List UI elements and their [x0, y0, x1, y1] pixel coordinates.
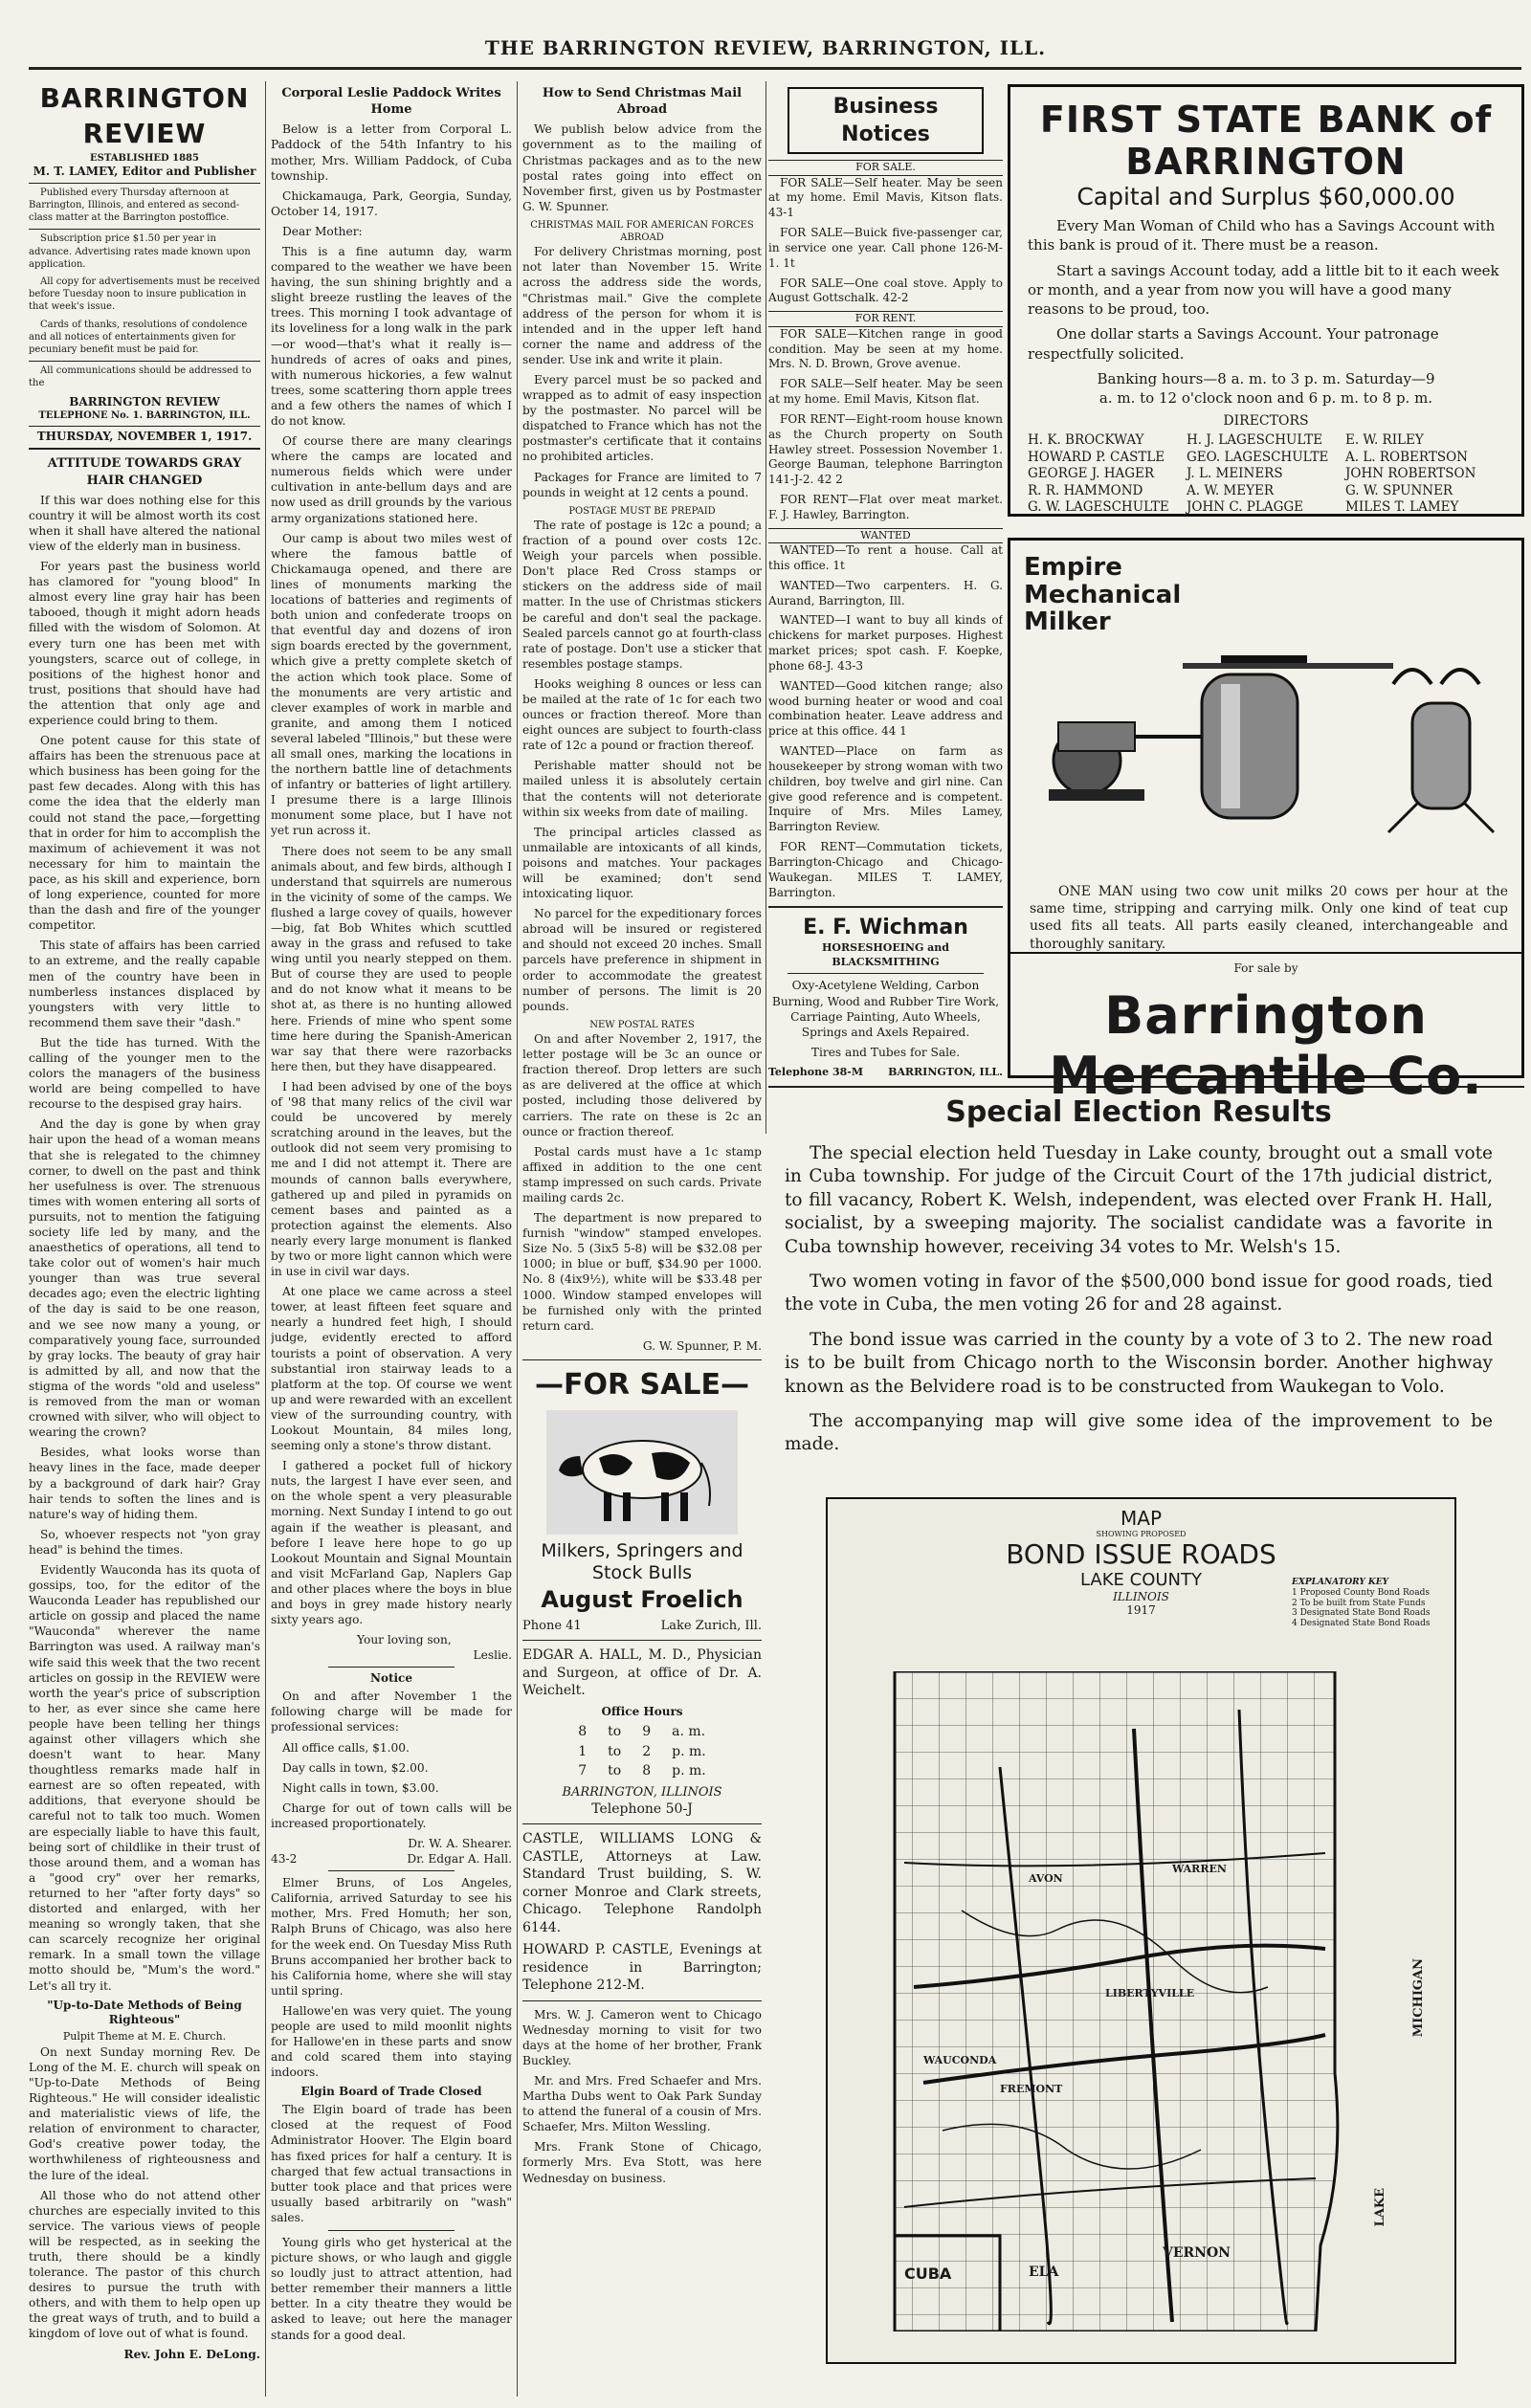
milker-seller: Barrington Mercantile Co. — [1049, 985, 1483, 1106]
map-label-town: LIBERTYVILLE — [1105, 1987, 1195, 1999]
article-paragraph: For years past the business world has clamored for "young blood" In almost every line gray hair has been tabooed, though it might adorn heads filled with the wisdom of Solomon. At every turn one has been met with youngsters, scarce out of college, in positions of the highest honor and trust, positions that should have had the attention that only age and experience could bring to them. — [29, 560, 260, 728]
board-text: The Elgin board of trade has been closed at the request of Food Administrator Hoover. The Elgin board has fixed prices for half a century. It is charged that few actual transactions in butter took place and that prices were usually based arbitrarily on "wash" sales. — [271, 2103, 512, 2224]
article-paragraph: This is a fine autumn day, warm compared to the weather we have been having, the sun shining brightly and a slight breeze rustling the leaves of the trees. This morning I took advantage of its loveliness for a long walk in the park—or wood—that's what it really is—hundreds of acres of oaks and pines, with numerous hickories, a few walnut trees, some scattering thorn apple trees and a few others the names of which I do not know. — [271, 244, 512, 428]
election-paragraph: The bond issue was carried in the county by a vote of 3 to 2. The new road is to be built from Chicago north to the Wisconsin border. Another highway known as the Belvidere road is to be constructed from Waukegan to Volo. — [785, 1329, 1493, 1397]
masthead-established: ESTABLISHED 1885 — [90, 152, 199, 164]
article-paragraph: Chickamauga, Park, Georgia, Sunday, October 14, 1917. — [271, 188, 512, 218]
article-paragraph: If this war does nothing else for this country it will be almost worth its cost when it shall have altered the national view of the elderly man in business. — [29, 493, 260, 553]
notice-item: Day calls in town, $2.00. — [282, 1760, 429, 1775]
notice-number: 43-2 — [271, 1852, 298, 1867]
director-name: E. W. RILEY — [1345, 432, 1424, 449]
notice-item: Night calls in town, $3.00. — [282, 1780, 439, 1795]
hours-title: Office Hours — [601, 1704, 683, 1718]
director-name: GEORGE J. HAGER — [1028, 466, 1155, 482]
cow-illustration — [546, 1410, 738, 1535]
forsale-place: Lake Zurich, Ill. — [660, 1619, 762, 1633]
milker-ad — [1008, 538, 1524, 1106]
directors-list — [1028, 432, 1504, 517]
classified-ad: FOR SALE—Self heater. May be seen at my home. Emil Mavis, Kitson flat. — [768, 377, 1003, 407]
bank-ad — [1008, 84, 1524, 517]
for-sale-head: FOR SALE. — [768, 160, 1003, 176]
hours-row: 1 to 2 p. m. — [578, 1743, 706, 1759]
forsale-title: —FOR SALE— — [535, 1367, 749, 1402]
column-divider — [517, 81, 518, 2397]
doctor-card: EDGAR A. HALL, M. D., Physician and Surgeon, at office of Dr. A. Weichelt. — [522, 1647, 762, 1699]
classified-ad: FOR SALE—Buick five-passenger car, in service one year. Call phone 126-M-1. 1t — [768, 226, 1003, 270]
header-rule — [29, 67, 1521, 70]
article-body — [522, 244, 762, 500]
wanted-list — [768, 543, 1003, 900]
local-news — [271, 1875, 512, 2080]
classified-ad: WANTED—Two carpenters. H. G. Aurand, Barrington, Ill. — [768, 578, 1003, 608]
classified-ad: WANTED—I want to buy all kinds of chickens for market purposes. Highest market prices; spot cash. F. Koepke, phone 68-J. 43-3 — [768, 613, 1003, 673]
hours-row: 7 to 8 p. m. — [578, 1763, 706, 1779]
local-news — [522, 2007, 762, 2186]
masthead-subscription: Subscription price $1.50 per year in advance. Advertising rates made known upon application. — [29, 233, 251, 270]
map-label-town: AVON — [1029, 1872, 1063, 1885]
article-body — [271, 122, 512, 1627]
local-paragraph: Hallowe'en was very quiet. The young people are used to mild moonlit nights for Hallowe'en in these parts and snow and cold scared them into staying indoors. — [271, 2003, 512, 2080]
masthead-name: BARRINGTON REVIEW — [39, 82, 250, 149]
director-name: G. W. LAGESCHULTE — [1028, 499, 1169, 516]
wichman-city: BARRINGTON, ILL. — [888, 1065, 1003, 1076]
bank-capital: Capital and Surplus $60,000.00 — [1076, 183, 1455, 210]
masthead-thanks-note: Cards of thanks, resolutions of condolence and all notices of entertainments given for pecuniary benefit must be paid for. — [29, 319, 248, 355]
election-title: Special Election Results — [945, 1095, 1332, 1129]
article-paragraph: Besides, what looks worse than heavy lines in the face, made deeper by a background of dark hair? Gray hair tends to soften the lines and is nature's way of hiding them. — [29, 1446, 260, 1521]
article-paragraph: Of course there are many clearings where the camps are located and numerous fields which were under cultivation in ante-bellum days and are now used as drill grounds by the various army organizations stationed here. — [271, 434, 512, 525]
for-sale-list — [768, 176, 1003, 307]
for-rent-head: FOR RENT. — [768, 311, 1003, 327]
article-paragraph: Dear Mother: — [282, 224, 363, 238]
article-paragraph: Evidently Wauconda has its quota of gossips, too, for the editor of the Wauconda Leader has republished our article on gossip and placed the name "Wauconda" wherever the name Barrington was used. A railway man's wife said this week that the two recent articles on gossip in the REVIEW were worth the year's price of subscription to her, as ever since she came here people have been telling her things against other villagers which she doesn't want to hear. Many thoughtless remarks made half in earnest are so often repeated, with additions, that everyone should be careful not to talk too much. Women are especially liable to have this fault, being sort of childlike in their trust of those around them, and a woman has a "good cry" over her remarks, returned to her "after forty days" so distorted and enlarged, with her meaning so wrongly taken, that she can scarcely recognize her original remark. In a small town the village motto should be, "Mum's the word." Let's all try it. — [29, 1562, 260, 1993]
hours-table — [566, 1721, 718, 1781]
for-rent-list — [768, 327, 1003, 523]
article-paragraph: For delivery Christmas morning, post not later than November 15. Write across the address side the words, "Christmas mail." Give the complete address of the person for whom it is intended and in the upper left hand corner the name and address of the sender. Use ink and write it plain. — [522, 245, 762, 366]
article-paragraph: Our camp is about two miles west of where the famous battle of Chickamauga opened, and there are lines of monuments marking the locations of batteries and regiments of both union and confederate troops on that eventful day and dozens of iron sign boards erected by the government, which give a pretty complete sketch of the action which took place. Some of the monuments are very artistic and clever examples of work in marble and granite, and among them I noticed several labeled "Illinois," but these were all small ones, marking the locations in the northern battle line of detachments of infantry or batteries of light artillery. I presume there is a large Illinois monument some place, but I have not yet run across it. — [271, 531, 512, 838]
map-year: 1917 — [1126, 1603, 1156, 1617]
board-title: Elgin Board of Trade Closed — [300, 2085, 482, 2099]
local-paragraph: Mr. and Mrs. Fred Schaefer and Mrs. Martha Dubs went to Oak Park Sunday to attend the funeral of a cousin of Mrs. Schaefer, Mrs. Milton Wessling. — [522, 2074, 762, 2134]
director-name: R. R. HAMMOND — [1028, 482, 1143, 498]
article-paragraph: Packages for France are limited to 7 pounds in weight at 12 cents a pound. — [522, 470, 762, 499]
masthead-office: BARRINGTON REVIEW — [69, 394, 220, 409]
letter-signature: Leslie. — [473, 1648, 512, 1663]
director-name: A. L. ROBERTSON — [1345, 449, 1468, 465]
masthead-published: Published every Thursday afternoon at Barrington, Illinois, and entered as second-class matter at the Barrington postoffice. — [29, 187, 240, 224]
election-body — [785, 1142, 1493, 1457]
masthead-copy-note: All copy for advertisements must be received before Tuesday noon to insure publication in that week's issue. — [29, 276, 260, 313]
election-article — [785, 1095, 1493, 1469]
classified-ad: FOR RENT—Commutation tickets, Barrington-Chicago and Chicago-Waukegan. MILES T. LAMEY, Barrington. — [768, 840, 1003, 899]
map-title: BOND ISSUE ROADS — [1006, 1538, 1276, 1570]
legend-item: 3 Designated State Bond Roads — [1292, 1608, 1431, 1619]
local-paragraph: Elmer Bruns, of Los Angeles, California, arrived Saturday to see his mother, Mrs. Fred Homuth; her son, Ralph Bruns of Chicago, was also here for the week end. On Tuesday Miss Ruth Bruns accompanied her brother back to his California home, where she will stay until spring. — [271, 1876, 512, 1998]
article-headline: Corporal Leslie Paddock Writes Home — [281, 86, 501, 118]
notice-items — [271, 1740, 512, 1831]
masthead-comm-note: All communications should be addressed to the — [29, 365, 252, 389]
column-divider — [265, 81, 266, 2397]
section-subhead: CHRISTMAS MAIL FOR AMERICAN FORCES ABROAD — [530, 219, 754, 244]
map-label-lake: LAKE — [1373, 2188, 1387, 2227]
sermon-paragraph: All those who do not attend other churches are especially invited to this service. The various views of people will be respected, as in seeking the truth, there should be a kindly tolerance. The pastor of this church desires to pursue the truth with others, and with them to help open up the great ways of truth, and to build a kingdom of love out of what is found. — [29, 2188, 260, 2341]
article-paragraph: And the day is gone by when gray hair upon the head of a woman means that she is relegated to the chimney corner, to dwell on the past and think her usefulness is over. The strenuous times with women entering all sorts of pursuits, not to mention the fatiguing society life led by many, and the anaesthetics of operations, all tend to take color out of women's hair much younger than was true several decades ago; even the electric lighting of the day is said to be one reason, and we see now many a young, or comparatively young face, surrounded by gray locks. The beauty of gray hair is admitted by all, and now that the stigma of the words "old and useless" is removed from the man or woman crowned with silver, who will object to wearing the crown? — [29, 1117, 260, 1440]
sermon-body — [29, 2044, 260, 2342]
classified-ad: WANTED—Good kitchen range; also wood burning heater or wood and coal combination heater. Leave address and price at this office. 44 1 — [768, 678, 1003, 739]
wichman-tires: Tires and Tubes for Sale. — [810, 1045, 961, 1059]
article-body — [522, 1031, 762, 1334]
election-paragraph: Two women voting in favor of the $500,000 bond issue for good roads, tied the vote in Cuba, the men voting 26 for and 28 against. — [785, 1271, 1493, 1315]
bank-paragraph: Every Man Woman of Child who has a Savings Account with this bank is proud of it. There must be a reason. — [1028, 217, 1496, 254]
map-area — [885, 1671, 1383, 2331]
classified-ad: FOR SALE—One coal stove. Apply to August Gottschalk. 42-2 — [768, 276, 1003, 305]
masthead-telephone: TELEPHONE No. 1. BARRINGTON, ILL. — [38, 410, 251, 422]
classified-ad: FOR SALE—Self heater. May be seen at my home. Emil Mavis, Kitson flats. 43-1 — [768, 175, 1003, 220]
article-paragraph: So, whoever respects not "yon gray head" is behind the times. — [29, 1527, 260, 1557]
article-paragraph: Every parcel must be so packed and wrapped as to admit of easy inspection by the postmaster. No parcel will be dispatched to France which has not the postmaster's certificate that it contains no prohibited articles. — [522, 373, 762, 464]
letter-closing: Your loving son, — [357, 1633, 452, 1647]
article-intro: We publish below advice from the government as to the mailing of Christmas packages and as to the new postal rates going into effect on November first, given us by Postmaster G. W. Spunner. — [522, 122, 762, 213]
article-paragraph: But the tide has turned. With the calling of the younger men to the colors the managers of the business world are being compelled to have recourse to the despised gray hairs. — [29, 1035, 260, 1112]
article-paragraph: Below is a letter from Corporal L. Paddock of the 54th Infantry to his mother, Mrs. William Paddock, of Cuba township. — [271, 122, 512, 183]
business-notices — [768, 81, 1003, 1076]
milker-illustration — [1030, 646, 1508, 837]
article-paragraph: Perishable matter should not be mailed unless it is absolutely certain that the contents will not deteriorate within six weeks from date of mailing. — [522, 759, 762, 819]
director-name: H. J. LAGESCHULTE — [1187, 432, 1323, 449]
article-paragraph: The department is now prepared to furnish "window" stamped envelopes. Size No. 5 (3ix5 5-8) will be $32.08 per 1000; in blue or buff, $34.90 per 1000. No. 8 (4ix9½), white will be $33.48 per 1000. Window stamped envelopes will be furnished only with the printed return card. — [522, 1211, 762, 1333]
issue-date: THURSDAY, NOVEMBER 1, 1917. — [36, 429, 253, 443]
forsale-seller: August Froelich — [541, 1586, 743, 1613]
map-label: MAP — [1121, 1507, 1162, 1530]
notice-text: On and after November 1 the following charge will be made for professional services: — [271, 1690, 512, 1734]
milker-title: Empire Mechanical Milker — [1024, 553, 1182, 637]
bank-paragraph: Start a savings Account today, add a little bit to it each week or month, and a year from now you will have a good many reasons to be proud, too. — [1028, 261, 1499, 318]
map-label-cuba: CUBA — [904, 2264, 952, 2283]
lawyer-card: CASTLE, WILLIAMS LONG & CASTLE, Attorneys at Law. Standard Trust building, S. W. corner Monroe and Clark streets, Chicago. Telephone Randolph 6144. — [522, 1831, 762, 1935]
sermon-signature: Rev. John E. DeLong. — [123, 2347, 260, 2361]
map-state: ILLINOIS — [1113, 1590, 1169, 1603]
notice-item: Charge for out of town calls will be increased proportionately. — [271, 1800, 512, 1830]
director-name: GEO. LAGESCHULTE — [1187, 449, 1329, 465]
doctor-city: BARRINGTON, ILLINOIS — [562, 1784, 722, 1800]
director-name: J. L. MEINERS — [1187, 466, 1283, 482]
election-paragraph: The accompanying map will give some idea of the improvement to be made. — [785, 1411, 1493, 1455]
bank-hours: Banking hours—8 a. m. to 3 p. m. Saturday—9 — [1097, 369, 1435, 387]
notice-signature-2: Dr. Edgar A. Hall. — [407, 1852, 512, 1867]
directors-head: DIRECTORS — [1223, 413, 1309, 430]
milker-text: ONE MAN using two cow unit milks 20 cows per hour at the same time, stripping and carrying milk. Only one kind of teat cup used fits all teats. All parts easily cleaned, interchangeable and thoroughly sanitary. — [1030, 884, 1508, 952]
postmaster-signature: G. W. Spunner, P. M. — [642, 1338, 762, 1353]
wichman-name: E. F. Wichman — [803, 916, 968, 940]
sermon-subtitle: Pulpit Theme at M. E. Church. — [62, 2030, 227, 2043]
wichman-services: Oxy-Acetylene Welding, Carbon Burning, Wood and Rubber Tire Work, Carriage Painting, Auto Wheels, Springs and Axels Repaired. — [771, 979, 1000, 1039]
map-label-michigan: MICHIGAN — [1411, 1958, 1426, 2038]
milker-sale-by: For sale by — [1233, 961, 1298, 975]
classified-ad: WANTED—To rent a house. Call at this office. 1t — [768, 543, 1003, 572]
column-1 — [29, 81, 260, 2397]
girls-text: Young girls who get hysterical at the picture shows, or who laugh and giggle so loudly just to attract attention, had better remember their manners a little better. In a city theatre they would be asked to leave; out here the manager stands for a good deal. — [271, 2235, 512, 2342]
legend-item: 1 Proposed County Bond Roads — [1292, 1587, 1430, 1598]
director-name: JOHN ROBERTSON — [1345, 466, 1476, 482]
wichman-trade: HORSESHOEING and BLACKSMITHING — [822, 941, 949, 968]
classified-ad: FOR RENT—Flat over meat market. F. J. Hawley, Barrington. — [768, 493, 1003, 521]
map-label-sub: SHOWING PROPOSED — [1096, 1530, 1187, 1538]
article-headline: ATTITUDE TOWARDS GRAY HAIR CHANGED — [47, 456, 242, 488]
bank-paragraph: One dollar starts a Savings Account. Your patronage respectfully solicited. — [1028, 325, 1439, 363]
hours-row: 8 to 9 a. m. — [578, 1724, 706, 1740]
lawyer-card-2: HOWARD P. CASTLE, Evenings at residence in Barrington; Telephone 212-M. — [522, 1942, 762, 1994]
article-paragraph: No parcel for the expeditionary forces abroad will be insured or registered and should not exceed 20 inches. Small parcels have preference in shipment in order to accommodate the greatest number of persons. The limit is 20 pounds. — [522, 907, 762, 1013]
director-name: MILES T. LAMEY — [1345, 499, 1459, 516]
forsale-phone: Phone 41 — [522, 1619, 582, 1633]
wanted-head: WANTED — [768, 528, 1003, 544]
map-label-town: VERNON — [1163, 2245, 1231, 2261]
director-name: HOWARD P. CASTLE — [1028, 449, 1165, 465]
legend-item: 4 Designated State Bond Roads — [1292, 1619, 1431, 1629]
business-notices-title: Business Notices — [788, 87, 984, 154]
map-label-town: WAUCONDA — [923, 2054, 997, 2066]
bank-title: FIRST STATE BANK of BARRINGTON — [1039, 99, 1493, 183]
bank-hours: a. m. to 12 o'clock noon and 6 p. m. to 8 p. m. — [1098, 389, 1433, 407]
director-name: A. W. MEYER — [1187, 482, 1275, 498]
article-paragraph: The rate of postage is 12c a pound; a fraction of a pound over costs 12c. Weigh your parcels when possible. Don't place Red Cross stamps or stickers on the address side of mail matter. In the use of Christmas stickers be careful and don't seal the package. Sealed parcels cannot go at fourth-class rate of postage. Don't use a sticker that resembles postage stamps. — [522, 518, 762, 671]
legend-head: EXPLANATORY KEY — [1292, 1578, 1389, 1587]
article-paragraph: The principal articles classed as unmailable are intoxicants of all kinds, poisons and matches. Your packages will be examined; don't send intoxicating liquor. — [522, 825, 762, 901]
notice-item: All office calls, $1.00. — [282, 1740, 410, 1755]
classified-ad: FOR SALE—Kitchen range in good condition. May be seen at my home. Mrs. N. D. Brown, Grove avenue. — [768, 326, 1003, 371]
map-county: LAKE COUNTY — [1079, 1570, 1203, 1590]
map-legend — [1292, 1578, 1445, 1629]
article-paragraph: I had been advised by one of the boys of '98 that many relics of the civil war could be uncovered by merely scratching around in the leaves, but the outlook did not seem very promising to me and I did not attempt it. There are mounds of cannon balls everywhere, gathered up and piled in pyramids on cement bases and painted as a protection against the elements. Also nearly every large monument is flanked by two or more light cannon which were in use in civil war days. — [271, 1079, 512, 1279]
article-paragraph: One potent cause for this state of affairs has been the strenuous pace at which business has been going for the past few decades. Along with this has come the idea that the elderly man could not stand the pace,—forgetting that in order for him to accomplish the maximum of achievement it was not necessary for him to maintain the pace, as his skill and experience, born of long experience, counted for more than the dash and fire of the younger competitor. — [29, 734, 260, 933]
article-body — [29, 493, 260, 1994]
section-subhead: POSTAGE MUST BE PREPAID — [568, 505, 716, 517]
sermon-title: "Up-to-Date Methods of Being Righteous" — [47, 1998, 242, 2027]
article-paragraph: At one place we came across a steel tower, at least fifteen feet square and nearly a hundred feet high, I should judge, evidently erected to afford tourists a point of observation. A very substantial iron stairway leads to a platform at the top. Of course we went up and were rewarded with an excellent view of the surrounding country, with Lookout Mountain, 84 miles long, seeming only a stone's throw distant. — [271, 1285, 512, 1453]
forsale-ad-line: Milkers, Springers and Stock Bulls — [541, 1539, 743, 1584]
article-headline: How to Send Christmas Mail Abroad — [542, 86, 743, 118]
article-paragraph: This state of affairs has been carried to an extreme, and the really capable men of the country have been in numberless instances displaced by youngsters with very little to recommend them save their "dash." — [29, 939, 260, 1029]
article-paragraph: Postal cards must have a 1c stamp affixed in addition to the one cent stamp impressed on such cards. Private mailing cards 2c. — [522, 1144, 762, 1204]
local-paragraph: Mrs. W. J. Cameron went to Chicago Wednesday morning to visit for two days at the home of her brother, Frank Buckley. — [522, 2007, 762, 2067]
director-name: JOHN C. PLAGGE — [1187, 499, 1304, 516]
article-paragraph: There does not seem to be any small animals about, and few birds, although I understand that squirrels are numerous in the vicinity of some of the camps. We flushed a large covey of quails, however—big, fat Bob Whites which scuttled away in the grass and refused to take wing until you nearly stepped on them. But of course they are used to people and do not know what it means to be shot at, as there is no hunting allowed here. Friends of mine who spent some time here during the Spanish-American war say that there were razorbacks here then, but they have disappeared. — [271, 844, 512, 1073]
notice-title: Notice — [369, 1671, 412, 1686]
article-body — [522, 518, 762, 1014]
director-name: G. W. SPUNNER — [1345, 482, 1453, 498]
notice-signature-1: Dr. W. A. Shearer. — [408, 1836, 512, 1850]
section-subhead: NEW POSTAL RATES — [589, 1019, 695, 1030]
article-paragraph: I gathered a pocket full of hickory nuts, the largest I have ever seen, and on the whole spent a very pleasurable morning. Next Sunday I intend to go out again if the weather is pleasant, and before I leave here hope to go up Lookout Mountain and Signal Mountain and visit McFarland Gap, Naplers Gap and other places where the boys in blue and boys in grey made history nearly sixty years ago. — [271, 1459, 512, 1627]
article-paragraph: On and after November 2, 1917, the letter postage will be 3c an ounce or fraction thereof. Drop letters are such as are delivered at the office at which posted, including those delivered by carriers. The rate on these is 2c an ounce or fraction thereof. — [522, 1032, 762, 1138]
classified-ad: FOR RENT—Eight-room house known as the Church property on South Hawley street. Possession November 1. George Bauman, telephone Barrington 141-J-2. 42 2 — [768, 411, 1003, 487]
classified-ad: WANTED—Place on farm as housekeeper by strong woman with two children, boy twelve and girl nine. Can give good reference and is competent. Inquire of Mrs. Miles Lamey, Barrington Review. — [768, 744, 1003, 834]
bond-issue-map — [826, 1497, 1456, 2364]
election-paragraph: The special election held Tuesday in Lake county, brought out a small vote in Cuba township. For judge of the Circuit Court of the 17th judicial district, to fill vacancy, Robert K. Welsh, independent, was elected over Frank H. Hall, socialist, by a sweeping majority. The socialist candidate was a favorite in Cuba township however, receiving 34 votes to Mr. Welsh's 15. — [785, 1143, 1493, 1257]
column-3 — [522, 81, 762, 2397]
newspaper-header: THE BARRINGTON REVIEW, BARRINGTON, ILL. — [484, 36, 1047, 59]
map-label-town: FREMONT — [1000, 2083, 1063, 2095]
column-2 — [271, 81, 512, 2397]
map-label-town: WARREN — [1172, 1863, 1227, 1875]
masthead-editor: M. T. LAMEY, Editor and Publisher — [33, 165, 256, 179]
article-paragraph: Hooks weighing 8 ounces or less can be mailed at the rate of 1c for each two ounces or fraction thereof. More than eight ounces are subject to fourth-class rate of 12c a pound or fraction thereof. — [522, 676, 762, 753]
director-name: H. K. BROCKWAY — [1028, 432, 1144, 449]
wichman-phone: Telephone 38-M — [768, 1065, 863, 1076]
legend-item: 2 To be built from State Funds — [1292, 1598, 1426, 1608]
map-label-town: ELA — [1029, 2264, 1059, 2280]
sermon-paragraph: On next Sunday morning Rev. De Long of the M. E. church will speak on "Up-to-Date Methods of Being Righteous." He will consider idealistic and materialistic views of life, the relation of environment to character, God's creative power today, the worthwhileness of righteousness and the lure of the ideal. — [29, 2044, 260, 2182]
doctor-telephone: Telephone 50-J — [591, 1800, 693, 1817]
local-paragraph: Mrs. Frank Stone of Chicago, formerly Mrs. Eva Stott, was here Wednesday on business. — [522, 2140, 762, 2185]
